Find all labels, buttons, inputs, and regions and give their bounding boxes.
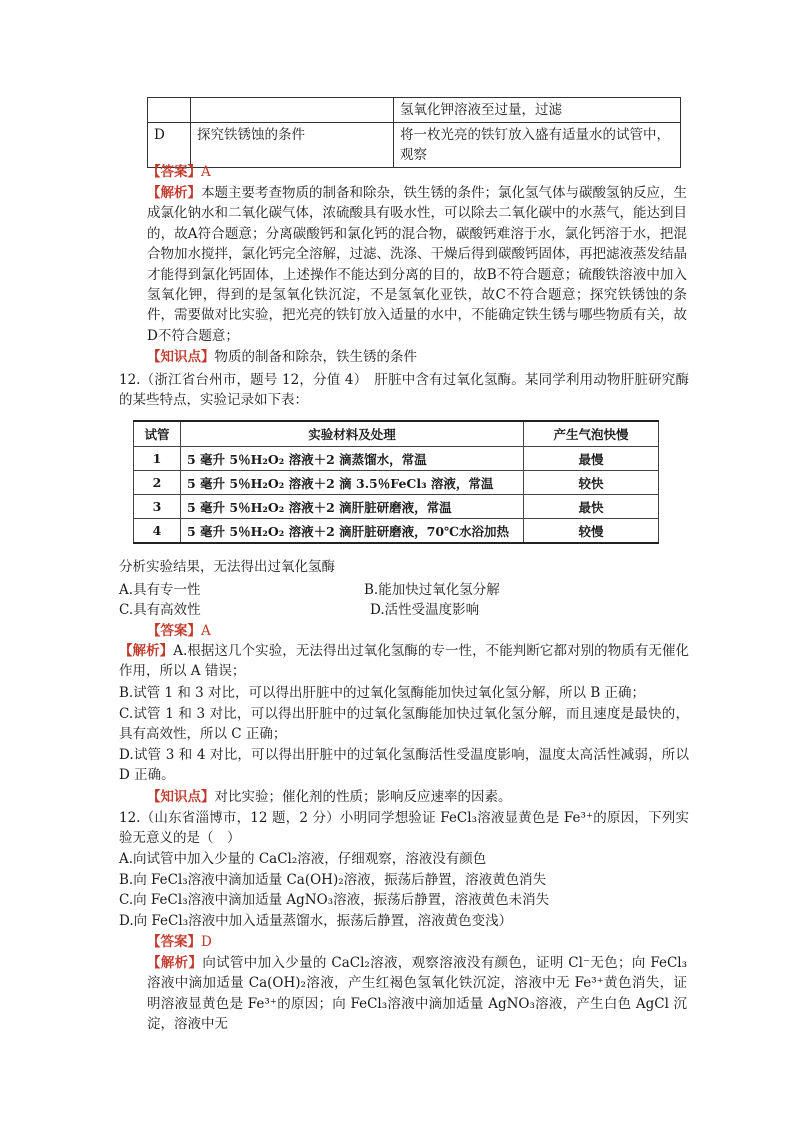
column-header: 产生气泡快慢 <box>524 421 659 447</box>
analysis-text: 向试管中加入少量的 CaCl₂溶液，观察溶液没有颜色，证明 Cl⁻无色；向 FeCl₃溶液中滴加适量 Ca(OH)₂溶液，产生红褐色氢氧化铁沉淀，溶液中无 Fe³⁺黄色消失，证明溶液显黄色是 Fe³⁺的原因；向 FeCl₃溶液中滴加适量 AgNO₃溶液，产生白色 AgCl 沉淀，溶液中无 <box>147 955 688 1033</box>
q11-answer <box>147 162 687 182</box>
table-cell <box>148 98 191 123</box>
knowledge-point-tag: 【知识点】 <box>147 349 215 365</box>
q12b-analysis <box>147 953 687 1035</box>
q12b-answer <box>147 932 687 952</box>
table-row <box>134 471 659 495</box>
option-b: B.能加快过氧化氢分解 <box>364 582 500 598</box>
option-c: C.具有高效性 <box>119 602 201 618</box>
answer-value: A <box>201 164 211 180</box>
answer-tag: 【答案】 <box>147 934 201 950</box>
q12b-option-d: D.向 FeCl₃溶液中加入适量蒸馏水，振荡后静置，溶液黄色变浅） <box>119 913 513 929</box>
q12a-analysis-b: B.试管 1 和 3 对比，可以得出肝脏中的过氧化氢酶能加快过氧化氢分解，所以 B 正确； <box>119 685 646 701</box>
tube-number: 3 <box>134 495 181 519</box>
material-cell: 5 毫升 5％H₂O₂ 溶液＋2 滴肝脏研磨液，常温 <box>181 495 524 519</box>
table-row <box>134 519 659 544</box>
q12a-options-row-2 <box>119 598 689 618</box>
material-cell: 5 毫升 5％H₂O₂ 溶液＋2 滴肝脏研磨液，70℃水浴加热 <box>181 519 524 544</box>
q12b-stem: 12.（山东省淄博市，12 题，2 分）小明同学想验证 FeCl₃溶液显黄色是 Fe³⁺的原因，下列实验无意义的是（ ） <box>119 810 689 847</box>
q12a-answer <box>147 621 687 641</box>
q12a-knowledge-point <box>147 787 687 807</box>
analysis-tag: 【解析】 <box>147 955 203 971</box>
q12a-stem: 12.（浙江省台州市，题号 12，分值 4） 肝脏中含有过氧化氢酶。某同学利用动物肝脏研究酶的某些特点，实验记录如下表： <box>119 372 689 409</box>
answer-value: D <box>201 934 212 950</box>
q12a-analysis-a <box>119 641 689 682</box>
q12a-analysis-c: C.试管 1 和 3 对比，可以得出肝脏中的过氧化氢酶能加快过氧化氢分解，而且速度是最快的，具有高效性，所以 C 正确； <box>119 706 689 743</box>
table-row <box>148 98 681 123</box>
table-cell: 将一枚光亮的铁钉放入盛有适量水的试管中，观察 <box>394 123 681 168</box>
experiment-options-table <box>147 97 681 168</box>
q12b-option-b: B.向 FeCl₃溶液中滴加适量 Ca(OH)₂溶液，振荡后静置，溶液黄色消失 <box>119 872 547 888</box>
knowledge-point-text: 对比实验；催化剂的性质；影响反应速率的因素。 <box>214 789 512 805</box>
analysis-text: A.根据这几个实验，无法得出过氧化氢酶的专一性，不能判断它都对别的物质有无催化作用，所以 A 错误； <box>119 643 690 680</box>
tube-number: 1 <box>134 447 181 471</box>
table-cell <box>191 98 394 123</box>
answer-tag: 【答案】 <box>147 623 201 639</box>
option-a: A.具有专一性 <box>119 582 201 598</box>
tube-number: 4 <box>134 519 181 544</box>
table-cell: D <box>148 123 191 168</box>
tube-number: 2 <box>134 471 181 495</box>
table-cell: 探究铁锈蚀的条件 <box>191 123 394 168</box>
enzyme-experiment-table <box>133 420 659 544</box>
q12a-question: 分析实验结果，无法得出过氧化氢酶 <box>119 559 335 575</box>
analysis-text: 本题主要考查物质的制备和除杂，铁生锈的条件；氯化氢气体与碳酸氢钠反应，生成氯化钠水和二氧化碳气体，浓硫酸具有吸水性，可以除去二氧化碳中的水蒸气，能达到目的，故A符合题意；分离碳酸钙和氯化钙的混合物，碳酸钙难溶于水，氯化钙溶于水，把混合物加水搅拌，氯化钙完全溶解，过滤、洗涤、干燥后得到碳酸钙固体，再把滤液蒸发结晶才能得到氯化钙固体，上述操作不能达到分离的目的，故B不符合题意；硫酸铁溶液中加入氢氧化钾，得到的是氢氧化铁沉淀，不是氢氧化亚铁，故C不符合题意；探究铁锈蚀的条件，需要做对比实验，把光亮的铁钉放入适量的水中，不能确定铁生锈与哪些物质有关，故D不符合题意； <box>147 185 687 344</box>
bubble-rate: 最慢 <box>524 447 659 471</box>
q12b-option-c: C.向 FeCl₃溶液中滴加适量 AgNO₃溶液，振荡后静置，溶液黄色未消失 <box>119 892 550 908</box>
analysis-tag: 【解析】 <box>119 643 174 659</box>
table-row <box>134 495 659 519</box>
answer-tag: 【答案】 <box>147 164 201 180</box>
bubble-rate: 最快 <box>524 495 659 519</box>
knowledge-point-tag: 【知识点】 <box>147 789 215 805</box>
knowledge-point-text: 物质的制备和除杂，铁生锈的条件 <box>214 349 417 365</box>
answer-value: A <box>201 623 211 639</box>
column-header: 试管 <box>134 421 181 447</box>
option-d: D.活性受温度影响 <box>370 602 480 618</box>
column-header: 实验材料及处理 <box>181 421 524 447</box>
bubble-rate: 较快 <box>524 471 659 495</box>
table-row <box>134 447 659 471</box>
material-cell: 5 毫升 5％H₂O₂ 溶液＋2 滴 3.5％FeCl₃ 溶液，常温 <box>181 471 524 495</box>
q12b-option-a: A.向试管中加入少量的 CaCl₂溶液，仔细观察，溶液没有颜色 <box>119 851 487 867</box>
table-row <box>148 123 681 168</box>
q12a-analysis-d: D.试管 3 和 4 对比，可以得出肝脏中的过氧化氢酶活性受温度影响，温度太高活性减弱，所以 D 正确。 <box>119 747 689 784</box>
bubble-rate: 较慢 <box>524 519 659 544</box>
analysis-tag: 【解析】 <box>147 185 201 201</box>
q12a-options-row-1 <box>119 578 689 598</box>
material-cell: 5 毫升 5％H₂O₂ 溶液＋2 滴蒸馏水，常温 <box>181 447 524 471</box>
q11-analysis <box>147 183 687 346</box>
table-cell: 氢氧化钾溶液至过量，过滤 <box>394 98 681 123</box>
q11-knowledge-point <box>147 347 687 367</box>
table-header-row <box>134 421 659 447</box>
